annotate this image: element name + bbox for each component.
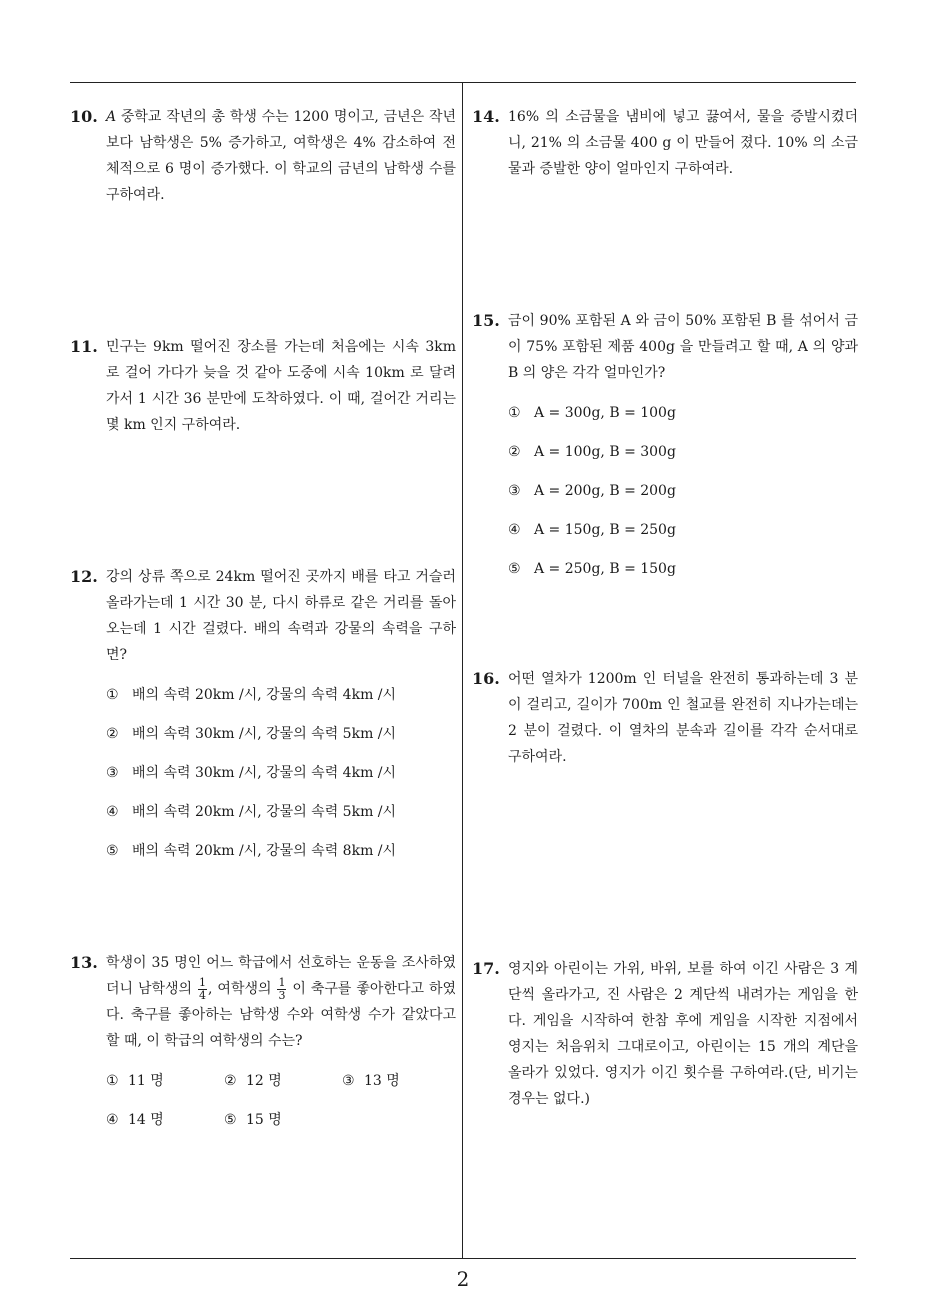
- choice-mark: ③: [106, 765, 119, 781]
- question-text: 금이 90% 포함된 A 와 금이 50% 포함된 B 를 섞어서 금이 75% 포함된 제품 400g 을 만들려고 할 때, A 의 양과 B 의 양은 각각 얼마인가?: [508, 313, 858, 381]
- choice-text: A = 250g, B = 150g: [534, 561, 676, 577]
- fraction-numerator: 1: [199, 975, 207, 989]
- choice-text: 배의 속력 20km /시, 강물의 속력 5km /시: [132, 804, 397, 820]
- choice-mark: ⑤: [508, 561, 521, 577]
- choice-mark: ④: [106, 804, 119, 820]
- question-text-part: , 여학생의: [208, 981, 277, 997]
- question-text: 어떤 열차가 1200m 인 터널을 완전히 통과하는데 3 분이 걸리고, 길이가 700m 인 철교를 완전히 지나가는데는 2 분이 걸렸다. 이 열차의 분속과 길이를 각각 순서대로 구하여라.: [508, 671, 858, 765]
- choice-mark: ②: [106, 726, 119, 742]
- choice-2[interactable]: [508, 439, 858, 478]
- question-15: [472, 308, 858, 595]
- question-text: [106, 950, 456, 1054]
- choice-row: [106, 1068, 456, 1107]
- choice-text: A = 200g, B = 200g: [534, 483, 676, 499]
- choice-1[interactable]: [508, 400, 858, 439]
- question-text: [106, 104, 456, 208]
- choice-mark: ③: [508, 483, 521, 499]
- choice-text: A = 150g, B = 250g: [534, 522, 676, 538]
- choice-5[interactable]: [508, 556, 858, 595]
- choice-1[interactable]: [106, 1068, 224, 1094]
- fraction-denominator: 4: [199, 988, 207, 1002]
- choice-list: [106, 682, 456, 877]
- choice-text: 배의 속력 30km /시, 강물의 속력 5km /시: [132, 726, 397, 742]
- choice-text: 15 명: [246, 1112, 282, 1128]
- choice-1[interactable]: [106, 682, 456, 721]
- question-text-part: 이 축구를 좋아한다고 하였다. 축구를 좋아하는 남학생 수와 여학생 수가 같았다고 할 때, 이 학급의 여학생의 수는?: [106, 981, 456, 1049]
- choice-row: [106, 1107, 456, 1146]
- question-17: [472, 956, 858, 1112]
- choice-mark: ①: [106, 1073, 119, 1089]
- question-13: [70, 950, 456, 1146]
- choice-mark: ⑤: [106, 843, 119, 859]
- question-text-body: 중학교 작년의 총 학생 수는 1200 명이고, 금년은 작년보다 남학생은 5% 증가하고, 여학생은 4% 감소하여 전체적으로 6 명이 증가했다. 이 학교의 금년의 남학생 수를 구하여라.: [106, 109, 456, 203]
- choice-list: [508, 400, 858, 595]
- choice-text: 배의 속력 20km /시, 강물의 속력 8km /시: [132, 843, 397, 859]
- choice-text: 11 명: [128, 1073, 164, 1089]
- choice-4[interactable]: [106, 799, 456, 838]
- choice-4[interactable]: [508, 517, 858, 556]
- choice-3[interactable]: [508, 478, 858, 517]
- question-12: [70, 564, 456, 877]
- choice-5[interactable]: [106, 838, 456, 877]
- question-11: [70, 334, 456, 438]
- choice-text: 12 명: [246, 1073, 282, 1089]
- choice-2[interactable]: [224, 1068, 342, 1094]
- column-divider: [462, 82, 463, 1258]
- fraction-numerator: 1: [278, 975, 286, 989]
- question-number: 10.: [70, 107, 98, 126]
- question-number: 13.: [70, 953, 98, 972]
- choice-text: 배의 속력 30km /시, 강물의 속력 4km /시: [132, 765, 397, 781]
- question-16: [472, 666, 858, 770]
- top-rule: [70, 82, 856, 83]
- choice-mark: ②: [224, 1073, 237, 1089]
- choice-mark: ④: [106, 1112, 119, 1128]
- question-number: 14.: [472, 107, 500, 126]
- fraction-denominator: 3: [278, 988, 286, 1002]
- choice-mark: ②: [508, 444, 521, 460]
- choice-mark: ①: [508, 405, 521, 421]
- question-number: 11.: [70, 337, 98, 356]
- choice-text: A = 300g, B = 100g: [534, 405, 676, 421]
- choice-text: 배의 속력 20km /시, 강물의 속력 4km /시: [132, 687, 397, 703]
- question-number: 12.: [70, 567, 98, 586]
- question-number: 17.: [472, 959, 500, 978]
- question-number: 15.: [472, 311, 500, 330]
- question-text: 강의 상류 쪽으로 24km 떨어진 곳까지 배를 타고 거슬러 올라가는데 1 시간 30 분, 다시 하류로 같은 거리를 돌아오는데 1 시간 걸렸다. 배의 속력과 강물의 속력을 구하면?: [106, 569, 456, 663]
- page-number: 2: [456, 1267, 470, 1291]
- choice-mark: ④: [508, 522, 521, 538]
- fraction-boys: [198, 977, 207, 1002]
- choice-text: A = 100g, B = 300g: [534, 444, 676, 460]
- question-10: [70, 104, 456, 208]
- choice-text: 14 명: [128, 1112, 164, 1128]
- choice-list: [106, 1068, 456, 1146]
- question-text: 영지와 아린이는 가위, 바위, 보를 하여 이긴 사람은 3 계단씩 올라가고, 진 사람은 2 계단씩 내려가는 게임을 한다. 게임을 시작하여 한참 후에 게임을 시작한 지점에서 영지는 처음위치 그대로이고, 아린이는 15 개의 계단을 올라가 있었다. 영지가 이긴 횟수를 구하여라.(단, 비기는 경우는 없다.): [508, 961, 858, 1107]
- choice-4[interactable]: [106, 1107, 224, 1133]
- school-letter: A: [106, 109, 117, 125]
- choice-mark: ⑤: [224, 1112, 237, 1128]
- choice-3[interactable]: [106, 760, 456, 799]
- bottom-rule: [70, 1258, 856, 1259]
- question-text-part: 학생이 35 명인 어느 학급에서 선호하는 운동을 조사하였더니 남학생의: [106, 955, 456, 997]
- question-text: 16% 의 소금물을 냄비에 넣고 끓여서, 물을 증발시켰더니, 21% 의 소금물 400 g 이 만들어 졌다. 10% 의 소금물과 증발한 양이 얼마인지 구하여라.: [508, 109, 858, 177]
- choice-text: 13 명: [364, 1073, 400, 1089]
- fraction-girls: [277, 977, 286, 1002]
- choice-3[interactable]: [342, 1068, 460, 1094]
- choice-mark: ③: [342, 1073, 355, 1089]
- question-number: 16.: [472, 669, 500, 688]
- choice-2[interactable]: [106, 721, 456, 760]
- choice-5[interactable]: [224, 1107, 342, 1133]
- choice-mark: ①: [106, 687, 119, 703]
- question-14: [472, 104, 858, 182]
- question-text: 민구는 9km 떨어진 장소를 가는데 처음에는 시속 3km 로 걸어 가다가 늦을 것 같아 도중에 시속 10km 로 달려가서 1 시간 36 분만에 도착하였다. 이 때, 걸어간 거리는 몇 km 인지 구하여라.: [106, 339, 456, 433]
